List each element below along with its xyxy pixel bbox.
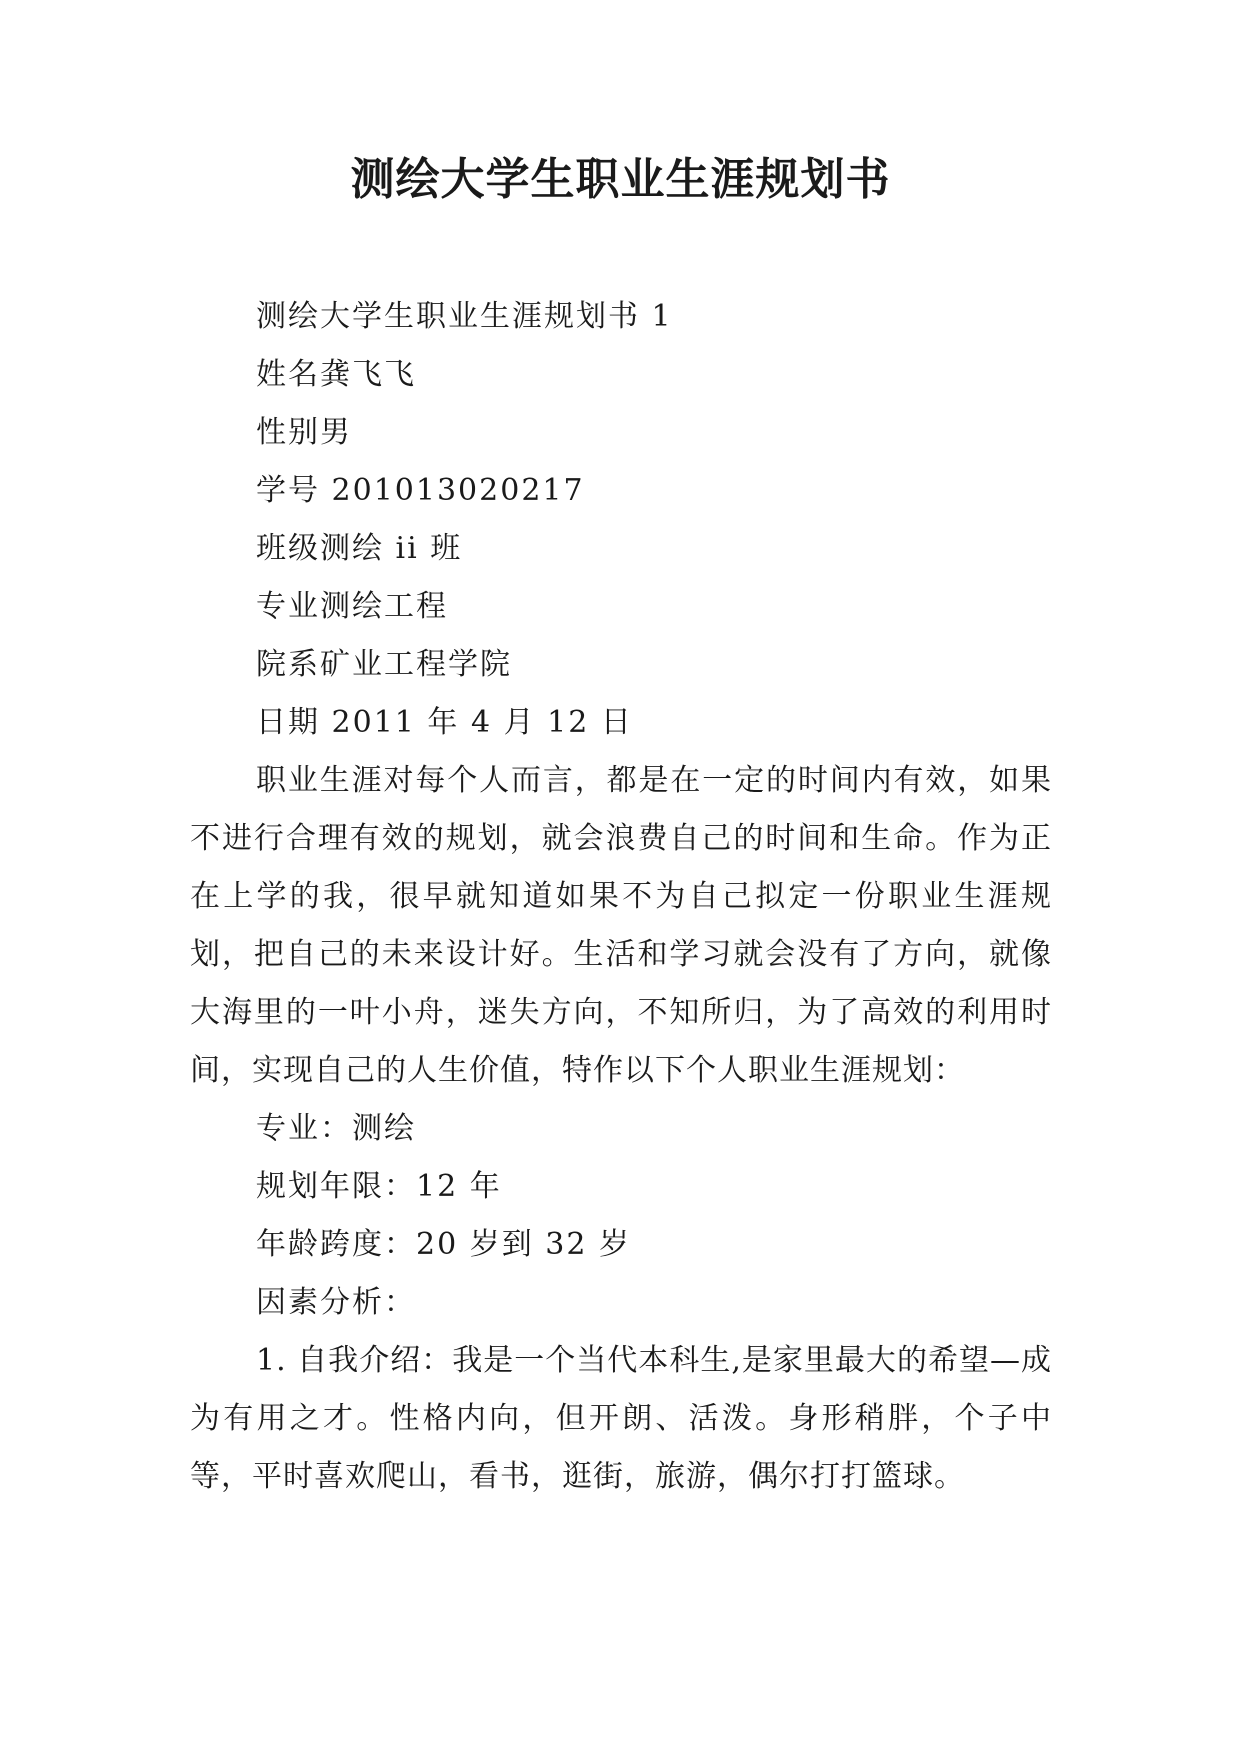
plan-duration-line: 规划年限：12 年 (256, 1169, 502, 1204)
date-line: 日期 2011 年 4 月 12 日 (256, 705, 633, 740)
gender-line: 性别男 (256, 415, 352, 450)
name-line: 姓名龚飞飞 (256, 357, 416, 392)
student-id-line: 学号 201013020217 (256, 473, 585, 508)
factor-analysis-heading: 因素分析： (256, 1285, 416, 1320)
intro-paragraph: 职业生涯对每个人而言，都是在一定的时间内有效，如果不进行合理有效的规划，就会浪费自己的时间和生命。作为正在上学的我，很早就知道如果不为自己拟定一份职业生涯规划，把自己的未来设计好。生活和学习就会没有了方向，就像大海里的一叶小舟，迷失方向，不知所归，为了高效的利用时间，实现自己的人生价值，特作以下个人职业生涯规划： (190, 763, 1052, 1088)
plan-age-span-line: 年龄跨度：20 岁到 32 岁 (256, 1227, 631, 1262)
subtitle-line: 测绘大学生职业生涯规划书 1 (256, 299, 673, 334)
class-line: 班级测绘 ii 班 (256, 531, 463, 566)
major-line: 专业测绘工程 (256, 589, 448, 624)
document-body (190, 288, 1052, 1506)
plan-major-line: 专业：测绘 (256, 1111, 416, 1146)
document-title: 测绘大学生职业生涯规划书 (350, 154, 891, 205)
self-intro-paragraph: 1. 自我介绍：我是一个当代本科生,是家里最大的希望—成为有用之才。性格内向，但开朗、活泼。身形稍胖，个子中等，平时喜欢爬山，看书，逛街，旅游，偶尔打打篮球。 (190, 1343, 1052, 1494)
department-line: 院系矿业工程学院 (256, 647, 512, 682)
